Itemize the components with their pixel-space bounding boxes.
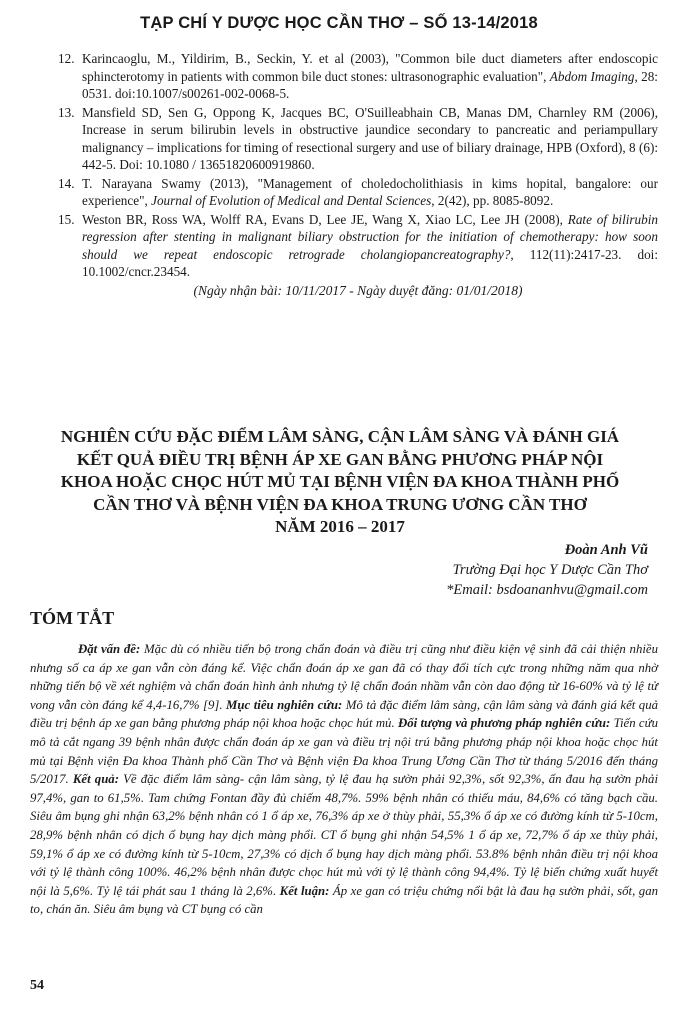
abstract-text-methods: Tiến cứu mô tả cắt ngang 39 bệnh nhân được chẩn đoán áp xe gan và điều trị nội trú bằng phương pháp nội khoa hoặc chọc hút mủ tại Bệnh viện Đa khoa Thành phố Cần Thơ và Bệnh viện Đa khoa Trung Ương Cần Thơ từ tháng 5/2016 đến tháng 5/2017. [30, 716, 658, 787]
reference-number: 14. [58, 175, 75, 191]
abstract-label-objective: Mục tiêu nghiên cứu: [226, 697, 343, 712]
author-name: Đoàn Anh Vũ [564, 542, 648, 558]
author-affiliation: Trường Đại học Y Dược Cần Thơ [452, 562, 648, 578]
abstract-text-conclusion: Áp xe gan có triệu chứng nổi bật là đau hạ sườn phải, sốt, gan to, chán ăn. Siêu âm bụng và CT bụng có cần [30, 883, 658, 917]
abstract-text-background: Mặc dù có nhiều tiến bộ trong chẩn đoán và điều trị cũng như điều kiện vệ sinh đã cải thiện nhiều nhưng số ca áp xe gan vẫn còn đáng kể. Việc chẩn đoán áp xe gan đã có thay đổi tích cực trong những năm qua nhờ những tiến bộ về xét nghiệm và chẩn đoán hình ảnh nhưng tỷ lệ chẩn đoán nhầm vẫn còn dao động từ 16-60% và tỷ lệ tử vong vẫn còn đáng kể 4,4-16,7% [9]. [30, 642, 658, 712]
received-date-note: (Ngày nhận bài: 10/11/2017 - Ngày duyệt đăng: 01/01/2018) [193, 282, 523, 298]
reference-item-12 [58, 50, 658, 103]
abstract-text-objective: Mô tả đặc điểm lâm sàng, cận lâm sàng và đánh giá kết quả điều trị bệnh áp xe gan bằng phương pháp nội khoa hoặc chọc hút mủ. [30, 697, 658, 731]
reference-text: Karincaoglu, M., Yildirim, B., Seckin, Y. et al (2003), "Common bile duct diameters after endoscopic sphincterotomy in patients with common bile duct stones: ultrasonographic evaluation", [82, 51, 658, 84]
title-line: NĂM 2016 – 2017 [275, 517, 405, 536]
abstract-label-results: Kết quả: [72, 772, 119, 787]
author-email: *Email: bsdoananhvu@gmail.com [446, 582, 648, 598]
reference-text-tail: , 28: 0531. doi:10.1007/s00261-002-0068-5. [82, 68, 658, 101]
title-line: NGHIÊN CỨU ĐẶC ĐIỂM LÂM SÀNG, CẬN LÂM SÀNG VÀ ĐÁNH GIÁ [60, 427, 620, 446]
reference-number: 15. [58, 211, 75, 227]
reference-item-13 [58, 104, 658, 174]
reference-list [58, 50, 658, 299]
reference-journal: Abdom Imaging [549, 68, 635, 84]
reference-number: 12. [58, 51, 75, 66]
reference-text-tail: , 112(11):2417-23. doi: 10.1002/cncr.23454. [82, 246, 659, 279]
abstract-label-background: Đặt vấn đề: [78, 642, 141, 656]
abstract-body [30, 640, 658, 919]
abstract-text-results: Về đặc điểm lâm sàng- cận lâm sàng, tỷ lệ đau hạ sườn phải 92,3%, sốt 92,3%, ấn đau hạ sườn phải 97,4%, gan to 61,5%. Tam chứng Fontan đầy đủ chiếm 48,7%. 59% bệnh nhân có thiếu máu, 84,6% có tăng bạch cầu. Siêu âm bụng ghi nhận 63,2% bệnh nhân có 1 ổ áp xe, 76,3% áp xe ở thùy phải, 55,3% ổ áp xe có đường kính từ 5-10cm, 28,9% bệnh nhân có dịch ổ bụng hay dịch màng phổi. CT ổ bụng ghi nhận 54,5% 1 ổ áp xe, 72,7% ổ áp xe thùy phải, 59,1% ổ áp xe có đường kính từ 5-10cm, 27,3% có dịch ổ bụng hay dịch màng phổi. 53.8% bệnh nhân điều trị nội khoa với tỷ lệ thành công 100%. 46,2% bệnh nhân được chọc hút mủ với tỷ lệ thành công 94,4%. Tỷ lệ biến chứng xuất huyết nội là 5,6%. Tỷ lệ tái phát sau 1 tháng là 2,6%. [30, 772, 659, 898]
abstract-heading: TÓM TẮT [30, 608, 115, 628]
reference-number: 13. [58, 104, 75, 120]
article-title [20, 426, 660, 539]
reference-item-14 [58, 175, 658, 210]
title-line: CẦN THƠ VÀ BỆNH VIỆN ĐA KHOA TRUNG ƯƠNG CẦN THƠ [93, 494, 587, 514]
author-block [318, 540, 648, 600]
reference-text: Weston BR, Ross WA, Wolff RA, Evans D, Lee JE, Wang X, Xiao LC, Lee JH (2008), [82, 211, 568, 227]
title-line: KHOA HOẶC CHỌC HÚT MỦ TẠI BỆNH VIỆN ĐA KHOA THÀNH PHỐ [60, 472, 620, 491]
journal-running-header: TẠP CHÍ Y DƯỢC HỌC CẦN THƠ – SỐ 13-14/2018 [140, 14, 538, 32]
abstract-label-methods: Đối tượng và phương pháp nghiên cứu: [397, 716, 611, 731]
page-number: 54 [30, 978, 44, 993]
title-line: KẾT QUẢ ĐIỀU TRỊ BỆNH ÁP XE GAN BẰNG PHƯƠNG PHÁP NỘI [76, 449, 604, 469]
reference-title: Rate of bilirubin regression after stenting in malignant biliary obstruction for the initiation of chemotherapy: how soon should we repeat endoscopic retrograde cholangiopancreatography? [82, 211, 658, 262]
reference-text: T. Narayana Swamy (2013), "Management of choledocholithiasis in kims hopital, bangalore: our experience", [82, 175, 658, 208]
abstract-label-conclusion: Kết luận: [279, 883, 330, 898]
reference-text-tail: , 2(42), pp. 8085-8092. [431, 193, 554, 208]
reference-text: Mansfield SD, Sen G, Oppong K, Jacques BC, O'Suilleabhain CB, Manas DM, Charnley RM (2006), Increase in serum bilirubin levels in obstructive jaundice secondary to pancreatic and periampullary malignancy – implications for timing of resectional surgery and use of biliary drainage, HPB (Oxford), 8 (6): 442-5. Doi: 10.1080 / 13651820600919860. [82, 104, 658, 172]
reference-item-15 [58, 211, 658, 281]
reference-journal: Journal of Evolution of Medical and Dental Sciences [151, 193, 432, 208]
